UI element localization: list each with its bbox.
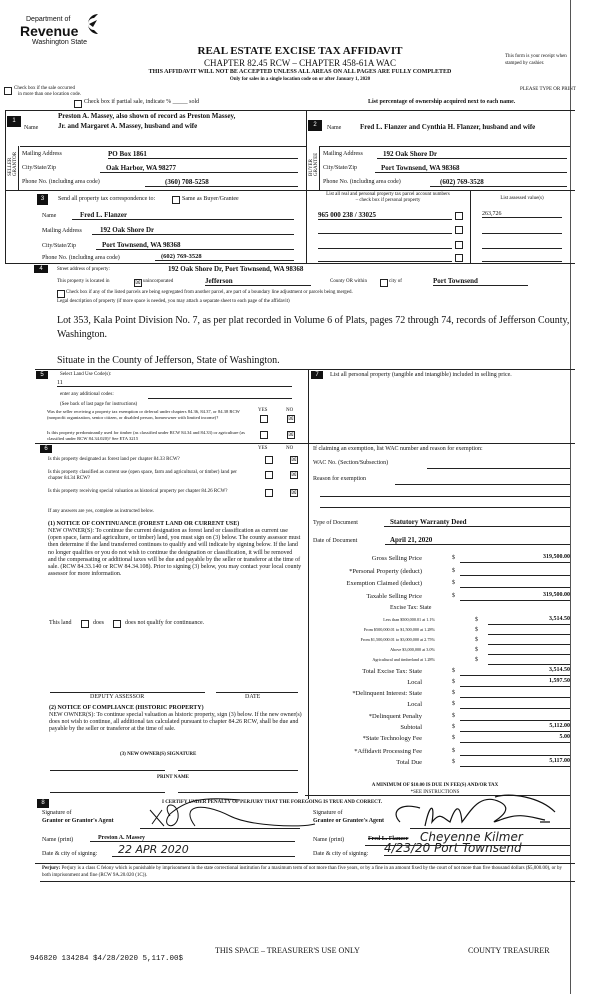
- grantee-date-label: Date & city of signing:: [313, 851, 369, 857]
- yes-header: YES: [258, 446, 268, 451]
- county-treasurer-label: COUNTY TREASURER: [468, 946, 550, 955]
- q1-yes-checkbox[interactable]: [260, 415, 268, 423]
- tax-row-value[interactable]: 3,514.50: [460, 667, 570, 676]
- parcel-header-2: – check box if personal property: [355, 198, 421, 203]
- unincorporated-label: unincorporated: [143, 279, 174, 284]
- tax-row-value[interactable]: [460, 700, 570, 709]
- land-use-question-2: Is this property predominantly used for timber (as classified under RCW 84.34 and 84.33) or agriculture (as classified under RCW 84.34.020)? See ETA 3215: [47, 430, 245, 441]
- see-back-note: (See back of last page for instructions): [60, 402, 138, 407]
- seller-name-line-1[interactable]: Preston A. Massey, also shown of record as Preston Massey,: [58, 112, 236, 120]
- corr-name-field[interactable]: Fred L. Flanzer: [72, 211, 294, 220]
- grantee-signature[interactable]: [380, 792, 565, 832]
- seller-side-label: SELLER GRANTOR: [8, 151, 18, 176]
- section-number: 6: [40, 445, 52, 453]
- tax-row-label: Local: [407, 679, 422, 686]
- seller-city-field[interactable]: Oak Harbor, WA 98277: [100, 164, 298, 173]
- grantee-sig-label-2: Grantee or Grantee's Agent: [313, 818, 385, 824]
- tax-row-value[interactable]: 5,117.00: [460, 758, 570, 767]
- corr-mail-field[interactable]: 192 Oak Shore Dr: [92, 226, 294, 235]
- currency-symbol: $: [452, 580, 455, 586]
- personal-property-checkbox[interactable]: [455, 254, 463, 262]
- if-yes-note: If any answers are yes, complete as instructed below.: [48, 509, 155, 514]
- buyer-side-label: BUYER GRANTEE: [309, 152, 319, 176]
- tax-row-label: From $1,500,000.01 to $3,000,000 at 2.75%: [360, 637, 435, 642]
- notice-continuance-body: NEW OWNER(S): To continue the current designation as forest land or classification as current use (open space, farm and agriculture, or timber) land, you must sign on (3) below. The county assessor must then determine if the land transferred continues to qualify and will indicate by signing below. If the land no longer qualifies or you do not wish to continue the designation or classification, it will be removed and the compensating or additional taxes will be due and payable by the seller or transferor at the time of sale. (RCW 84.33.140 or RCW 84.34.108). Prior to signing (3) below, you may contact your local county assessor for more information.: [48, 528, 302, 578]
- corr-city-label: City/State/Zip: [42, 243, 76, 249]
- historic-no-checkbox-checked[interactable]: ☒: [291, 490, 297, 496]
- current-use-question: Is this property classified as current use (open space, farm and agricultural, or timber) land per chapter 84.34 RCW?: [48, 470, 237, 481]
- partial-sale-label: Check box if partial sale, indicate % _____ sold: [84, 99, 200, 105]
- currency-symbol: $: [452, 735, 455, 741]
- section-number: 4: [34, 265, 48, 273]
- yes-header: YES: [258, 408, 268, 413]
- city-checkbox[interactable]: [380, 279, 388, 287]
- buyer-phone-label: Phone No. (including area code): [323, 179, 401, 185]
- seller-mail-label: Mailing Address: [22, 151, 62, 157]
- street-label: Street address of property:: [57, 267, 110, 272]
- currency-symbol: $: [475, 637, 478, 643]
- minimum-due-note: A MINIMUM OF $10.00 IS DUE IN FEE(S) AND/OR TAX: [371, 783, 499, 788]
- additional-codes-label: enter any additional codes:: [60, 392, 114, 397]
- treasurer-use-label: THIS SPACE – TREASURER'S USE ONLY: [215, 946, 360, 955]
- tax-row-value[interactable]: [460, 567, 570, 576]
- street-address-field[interactable]: 192 Oak Shore Dr, Port Townsend, WA 98368: [168, 265, 304, 273]
- wac-label: WAC No. (Section/Subsection): [313, 460, 389, 466]
- tax-row-label: *Affidavit Processing Fee: [354, 748, 422, 755]
- doc-type-label: Type of Document: [313, 520, 358, 526]
- currency-symbol: $: [452, 759, 455, 765]
- q2-no-checkbox-checked[interactable]: ☒: [288, 432, 294, 438]
- tax-row-value[interactable]: 319,500.00: [460, 554, 570, 563]
- tax-row-value[interactable]: 3,514.50: [488, 616, 570, 625]
- personal-property-label: List all personal property (tangible and intangible) included in selling price.: [330, 372, 512, 378]
- tax-row-label: Taxable Selling Price: [366, 592, 422, 600]
- form-title: REAL ESTATE EXCISE TAX AFFIDAVIT: [197, 45, 403, 57]
- please-type: PLEASE TYPE OR PRINT: [520, 87, 576, 92]
- seller-phone-field[interactable]: (360) 708-5258: [145, 178, 298, 187]
- tax-row-value[interactable]: [460, 712, 570, 721]
- forest-yes-checkbox[interactable]: [265, 456, 273, 464]
- same-as-buyer-label: Same as Buyer/Grantee: [182, 196, 239, 202]
- form-warning: THIS AFFIDAVIT WILL NOT BE ACCEPTED UNLESS ALL AREAS ON ALL PAGES ARE FULLY COMPLETED: [148, 69, 452, 75]
- currency-symbol: $: [452, 701, 455, 707]
- segregated-checkbox[interactable]: [57, 290, 65, 298]
- logo-dept: Department of: [26, 16, 71, 23]
- currency-symbol: $: [452, 748, 455, 754]
- logo-mark-icon: [80, 10, 102, 38]
- parcel-number-field[interactable]: 965 000 238 / 33025: [318, 211, 452, 220]
- grantor-sig-label-2: Grantor or Grantor's Agent: [42, 818, 114, 824]
- city-field[interactable]: Port Townsend: [433, 277, 528, 286]
- tax-row-value[interactable]: [488, 626, 570, 635]
- tax-row-value[interactable]: [488, 656, 570, 665]
- notice-compliance-title: (2) NOTICE OF COMPLIANCE (HISTORIC PROPERTY): [49, 705, 204, 711]
- tax-row-label: *State Technology Fee: [362, 735, 422, 742]
- buyer-mail-label: Mailing Address: [323, 151, 363, 157]
- tax-row-label: Above $3,000,000 at 3.0%: [390, 647, 435, 652]
- tax-row-value[interactable]: [488, 636, 570, 645]
- logo-brand: Revenue: [20, 23, 79, 39]
- historic-yes-checkbox[interactable]: [265, 489, 273, 497]
- tax-row-value[interactable]: [488, 646, 570, 655]
- current-use-yes-checkbox[interactable]: [265, 471, 273, 479]
- print-name-label: PRINT NAME: [157, 775, 189, 780]
- partial-sale-checkbox[interactable]: [74, 100, 82, 108]
- currency-symbol: $: [475, 617, 478, 623]
- tax-row-label: Gross Selling Price: [371, 555, 422, 562]
- parcel-header: List all real and personal property tax parcel account numbers: [326, 192, 450, 197]
- tax-row-label: Less than $500,000.01 at 1.1%: [383, 617, 435, 622]
- reason-label: Reason for exemption: [313, 476, 366, 482]
- see-instructions-note: *SEE INSTRUCTIONS: [410, 790, 460, 795]
- land-use-code-field[interactable]: 11: [57, 380, 292, 387]
- legal-description-line-1[interactable]: Lot 353, Kala Point Division No. 7, as per plat recorded in Volume 6 of Plats, pages 72 through 74, records of Jefferson County,: [57, 315, 570, 326]
- section-number: 3: [37, 194, 48, 205]
- assessed-value-field[interactable]: 263,726: [482, 211, 562, 218]
- tax-row-label: *Personal Property (deduct): [349, 567, 422, 575]
- deputy-assessor-label: DEPUTY ASSESSOR: [90, 694, 145, 700]
- legal-description-line-2[interactable]: Washington.: [57, 329, 108, 340]
- cashier-stamp: 946820 134284 $4/28/2020 5,117.00$: [30, 955, 184, 963]
- assessed-header: List assessed value(s): [500, 196, 544, 201]
- tax-row-label: Exemption Claimed (deduct): [346, 580, 422, 587]
- list-percentage: List percentage of ownership acquired next to each name.: [368, 99, 516, 105]
- grantee-name-handwritten[interactable]: Cheyenne Kilmer: [420, 830, 523, 844]
- section-number: 2: [308, 120, 322, 131]
- located-label: This property is located in: [57, 279, 110, 284]
- currency-symbol: $: [475, 647, 478, 653]
- land-use-label: Select Land Use Code(s):: [60, 372, 112, 377]
- seller-name-label: Name: [24, 125, 39, 131]
- receipt-note: This form is your receipt when: [505, 54, 567, 59]
- buyer-name-field[interactable]: Fred L. Flanzer and Cynthia H. Flanzer, husband and wife: [360, 123, 536, 131]
- currency-symbol: $: [452, 592, 455, 599]
- doc-date-field[interactable]: April 21, 2020: [385, 536, 570, 545]
- currency-symbol: $: [475, 657, 478, 663]
- receipt-note-2: stamped by cashier.: [505, 61, 545, 66]
- currency-symbol: $: [452, 567, 455, 574]
- tax-row-label: Total Excise Tax: State: [362, 668, 422, 675]
- tax-row-label: Agricultural and timberland at 1.28%: [372, 657, 435, 662]
- no-header: NO: [286, 408, 294, 413]
- multi-location-label: Check box if the sale occurred: [14, 86, 75, 91]
- tax-row-value[interactable]: 5,112.00: [460, 723, 570, 732]
- currency-symbol: $: [475, 627, 478, 633]
- section-number: 1: [7, 116, 21, 127]
- certification-statement: I CERTIFY UNDER PENALTY OF PERJURY THAT THE FOREGOING IS TRUE AND CORRECT.: [162, 800, 383, 805]
- current-use-no-checkbox-checked[interactable]: ☒: [291, 472, 297, 478]
- no-header: NO: [286, 446, 294, 451]
- grantor-name-label: Name (print): [42, 837, 74, 843]
- buyer-phone-field[interactable]: (602) 769-3528: [430, 178, 567, 187]
- correspondence-label: Send all property tax correspondence to:: [58, 196, 156, 202]
- tax-row-label: Subtotal: [400, 724, 422, 731]
- land-use-question-1: Was the seller receiving a property tax exemption or deferral under chapters 84.36, 84.37, or 84.38 RCW (nonprofit organization, senior citizen, or disabled person, homeowner with limited income)?: [47, 409, 240, 420]
- tax-row-value[interactable]: [460, 579, 570, 588]
- buyer-city-field[interactable]: Port Townsend, WA 98368: [375, 164, 567, 173]
- grantor-date-field[interactable]: 22 APR 2020: [112, 843, 295, 857]
- seller-name-line-2[interactable]: Jr. and Margaret A. Massey, husband and wife: [58, 122, 198, 130]
- seller-phone-label: Phone No. (including area code): [22, 179, 100, 185]
- county-field[interactable]: Jefferson: [205, 277, 311, 286]
- tax-row-label: *Delinquent Penalty: [368, 713, 422, 720]
- section-number: 7: [311, 371, 323, 379]
- county-or-label: County OR within: [330, 279, 367, 284]
- currency-symbol: $: [452, 668, 455, 674]
- tax-row-value[interactable]: [460, 747, 570, 756]
- tax-row-value[interactable]: [460, 689, 570, 698]
- segregated-label: Check box if any of the listed parcels are being segregated from another parcel, are part of a boundary line adjustment or parcels being merged.: [66, 290, 353, 295]
- corr-phone-field[interactable]: (602) 769-3528: [155, 253, 294, 261]
- grantor-name-field[interactable]: Preston A. Massey: [90, 835, 295, 842]
- notice-continuance-title: (1) NOTICE OF CONTINUANCE (FOREST LAND OR CURRENT USE): [48, 521, 240, 527]
- buyer-name-label: Name: [327, 125, 342, 131]
- grantor-sig-label: Signature of: [42, 810, 72, 816]
- form-only-for: Only for sales in a single location code on or after January 1, 2020: [229, 77, 371, 82]
- city-of-label: city of: [389, 279, 402, 284]
- currency-symbol: $: [452, 555, 455, 561]
- this-land-label: This land: [49, 620, 72, 626]
- grantee-name-struck: Fred L. Flanzer: [368, 836, 409, 842]
- tax-row-value[interactable]: 319,500.00: [460, 592, 570, 601]
- does-not-label: does not qualify for continuance.: [125, 620, 205, 626]
- corr-city-field[interactable]: Port Townsend, WA 98368: [96, 241, 294, 250]
- personal-property-checkbox[interactable]: [455, 226, 463, 234]
- multi-location-checkbox[interactable]: [4, 87, 12, 95]
- logo-state: Washington State: [32, 39, 87, 46]
- forest-no-checkbox-checked[interactable]: ☒: [291, 457, 297, 463]
- does-not-qualify-checkbox[interactable]: [113, 620, 121, 628]
- tax-row-label: Local: [407, 701, 422, 708]
- section-number: 5: [36, 371, 48, 379]
- corr-phone-label: Phone No. (including area code): [42, 255, 120, 261]
- same-as-buyer-checkbox[interactable]: [172, 196, 180, 204]
- currency-symbol: $: [452, 679, 455, 685]
- corr-name-label: Name: [42, 213, 57, 219]
- perjury-notice: Perjury: Perjury is a class C felony which is punishable by imprisonment in the state correctional institution for a maximum term of not more than five years, or by a fine in an amount fixed by the court of not more than five thousand dollars ($5,000.00), or by both imprisonment and fine (RCW 9A.20.020 (1C)).: [42, 866, 563, 878]
- tax-row-value[interactable]: 5.00: [460, 734, 570, 743]
- grantee-date-field[interactable]: 4/23/20 Port Townsend: [384, 841, 570, 856]
- currency-symbol: $: [452, 690, 455, 696]
- new-owner-signature-label: (3) NEW OWNER(S) SIGNATURE: [120, 752, 197, 757]
- date-label: DATE: [245, 694, 261, 700]
- legal-description-label: Legal description of property (if more space is needed, you may attach a separate sheet to each page of the affidavit): [57, 299, 290, 304]
- currency-symbol: $: [452, 724, 455, 730]
- corr-mail-label: Mailing Address: [42, 228, 82, 234]
- buyer-mail-field[interactable]: 192 Oak Shore Dr: [377, 150, 567, 159]
- section-number: 8: [37, 799, 49, 808]
- tax-row-label: Total Due: [396, 759, 422, 766]
- personal-property-checkbox[interactable]: [455, 241, 463, 249]
- q1-no-checkbox-checked[interactable]: ☒: [288, 416, 294, 422]
- notice-compliance-body: NEW OWNER(S): To continue special valuation as historic property, sign (3) below. If the new owner(s) does not wish to continue, all additional tax calculated pursuant to chapter 84.26 RCW, shall be due and payable by the seller or transferor at the time of sale.: [49, 712, 302, 733]
- legal-description-line-3[interactable]: Situate in the County of Jefferson, State of Washington.: [57, 355, 280, 366]
- excise-tax-label: Excise Tax: State: [390, 605, 432, 611]
- currency-symbol: $: [452, 713, 455, 719]
- forest-land-question: Is this property designated as forest land per chapter 84.33 RCW?: [48, 457, 180, 462]
- exemption-label: If claiming an exemption, list WAC number and reason for exemption:: [313, 446, 483, 452]
- grantor-date-label: Date & city of signing:: [42, 851, 98, 857]
- tax-row-label: *Delinquent Interest: State: [352, 690, 422, 697]
- seller-mail-field[interactable]: PO Box 1861: [108, 150, 298, 159]
- form-chapter: CHAPTER 82.45 RCW – CHAPTER 458-61A WAC: [204, 58, 396, 68]
- multi-location-label-2: in more than one location code.: [18, 92, 82, 97]
- unincorporated-checkbox-checked[interactable]: ☒: [135, 280, 141, 286]
- historic-question: Is this property receiving special valuation as historical property per chapter 84.26 RCW?: [48, 489, 228, 494]
- grantor-signature[interactable]: [140, 796, 320, 832]
- personal-property-checkbox[interactable]: [455, 212, 463, 220]
- tax-row-label: From $500,000.01 to $1,500,000 at 1.28%: [363, 627, 435, 632]
- q2-yes-checkbox[interactable]: [260, 431, 268, 439]
- grantee-name-label: Name (print): [313, 837, 345, 843]
- doc-date-label: Date of Document: [313, 538, 358, 544]
- tax-row-value[interactable]: 1,597.50: [460, 678, 570, 687]
- grantee-sig-label: Signature of: [313, 810, 343, 816]
- seller-city-label: City/State/Zip: [22, 165, 56, 171]
- doc-type-field[interactable]: Statutory Warranty Deed: [384, 518, 570, 527]
- does-qualify-checkbox[interactable]: [81, 620, 89, 628]
- buyer-city-label: City/State/Zip: [323, 165, 357, 171]
- does-label: does: [93, 620, 104, 626]
